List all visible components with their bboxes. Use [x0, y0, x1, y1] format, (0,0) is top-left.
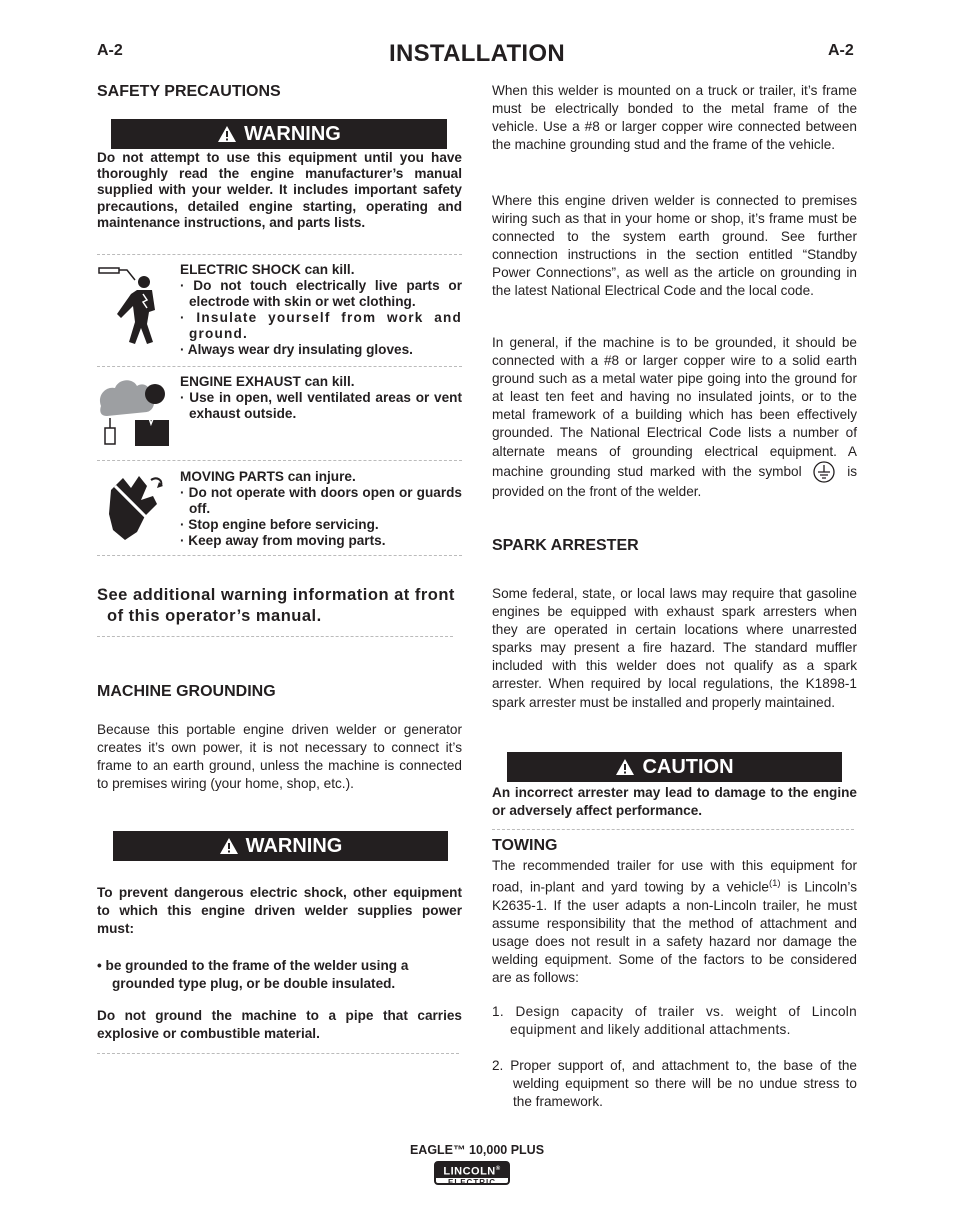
- hazard-item: · Insulate yourself from work and ground.: [180, 310, 462, 341]
- divider: [97, 460, 462, 461]
- hazard-item: · Do not operate with doors open or guards off.: [180, 485, 462, 516]
- grounding-general-text: In general, if the machine is to be grounded, it should be connected with a #8 or larger copper wire to a solid earth ground such as a metal water pipe going into the ground for at least ten feet and having no insulated joints, or to the metal framework of a building which has been effectively grounded. The National Electrical Code lists a number of alternate means of grounding electrical equipment. A machine grounding stud marked with the symbol: [492, 335, 857, 479]
- grounding-warning-bullet: • be grounded to the frame of the welder using a grounded type plug, or be double insulated.: [97, 958, 409, 992]
- caution-label: CAUTION: [642, 755, 734, 778]
- warning-triangle-icon: [219, 837, 239, 855]
- grounding-paragraph: Because this portable engine driven welder or generator creates it’s own power, it is not necessary to connect it’s frame to an earth ground, unless the machine is connected to premises wiring (your home, shop, etc.).: [97, 722, 462, 792]
- page-number-right: A-2: [828, 42, 854, 59]
- electric-shock-icon: [97, 262, 163, 346]
- warning-banner: [113, 831, 448, 861]
- grounding-truck-paragraph: When this welder is mounted on a truck or trailer, it’s frame must be electrically bonded to the metal frame of the vehicle. Use a #8 or larger copper wire connected between the machine grounding stud and the frame of the vehicle.: [492, 83, 857, 153]
- hazard-item: · Use in open, well ventilated areas or vent exhaust outside.: [180, 390, 462, 421]
- page-title: INSTALLATION: [388, 40, 566, 67]
- divider: [97, 1053, 459, 1054]
- warning-triangle-icon: [615, 758, 635, 776]
- grounding-heading: MACHINE GROUNDING: [97, 683, 276, 700]
- grounding-warning-final: Do not ground the machine to a pipe that carries explosive or combustible material.: [97, 1008, 462, 1042]
- hazard-item: · Always wear dry insulating gloves.: [180, 342, 413, 357]
- footnote-marker: (1): [768, 878, 781, 890]
- grounding-general-text-end: is provided on the front of the welder.: [492, 463, 858, 499]
- hazard-item: · Do not touch electrically live parts or electrode with skin or wet clothing.: [180, 278, 462, 309]
- grounding-warning-intro: To prevent dangerous electric shock, other equipment to which this engine driven welder supplies power must:: [97, 885, 462, 937]
- grounding-premises-paragraph: Where this engine driven welder is connected to premises wiring such as that in your home or shop, it’s frame must be connected to the system earth ground. See further connection instructions in the section entitled “Standby Power Connections”, as well as the article on grounding in the latest National Electrical Code and the local code.: [492, 193, 857, 299]
- see-additional-warning: See additional warning information at front of this operator’s manual.: [97, 586, 455, 625]
- logo-top-text: LINCOLN®: [436, 1163, 508, 1178]
- divider: [97, 636, 453, 637]
- hazard-title: MOVING PARTS can injure.: [180, 469, 356, 484]
- towing-text-end: is Lincoln’s K2635-1. If the user adapts a non-Lincoln trailer, he must assume responsibility that the method of attachment and usage does not result in a safety hazard nor damage the welding equipment. Some of the factors to be considered are as follows:: [492, 879, 857, 986]
- warning-banner: [111, 119, 447, 149]
- towing-heading: TOWING: [492, 837, 558, 854]
- safety-heading: SAFETY PRECAUTIONS: [97, 83, 281, 100]
- grounding-general-paragraph: [492, 334, 857, 501]
- lincoln-electric-logo: [434, 1161, 510, 1185]
- safety-intro: Do not attempt to use this equipment until you have thoroughly read the engine manufacturer’s manual supplied with your welder. It includes important safety precautions, detailed engine starting, operating and maintenance instructions, and parts lists.: [97, 150, 462, 230]
- caution-text: An incorrect arrester may lead to damage to the engine or adversely affect performance.: [492, 785, 857, 819]
- hazard-electric-shock: [180, 262, 462, 358]
- warning-label: WARNING: [245, 834, 343, 857]
- towing-factor-2: 2. Proper support of, and attachment to, the base of the welding equipment so there will be no undue stress to the framework.: [492, 1058, 857, 1110]
- spark-arrester-paragraph: Some federal, state, or local laws may require that gasoline engines be equipped with exhaust spark arresters when they are operated in certain locations where unarrested sparks may present a fire hazard. The standard muffler included with this welder does not qualify as a spark arrester. When required by local regulations, the K1898-1 spark arrester must be installed and properly maintained.: [492, 586, 857, 710]
- warning-label: WARNING: [244, 122, 341, 145]
- page-number-left: A-2: [97, 42, 123, 59]
- towing-factor-1: 1. Design capacity of trailer vs. weight of Lincoln equipment and likely additional attachments.: [492, 1004, 857, 1038]
- divider: [97, 254, 462, 255]
- hazard-engine-exhaust: [180, 374, 462, 422]
- ground-symbol-icon: [812, 461, 836, 483]
- towing-paragraph: [492, 857, 857, 987]
- moving-parts-icon: [101, 470, 171, 542]
- logo-bottom-text: ELECTRIC: [448, 1177, 496, 1187]
- warning-triangle-icon: [217, 125, 237, 143]
- hazard-moving-parts: [180, 469, 462, 549]
- divider: [97, 555, 462, 556]
- divider: [97, 366, 462, 367]
- engine-exhaust-icon: [97, 376, 173, 450]
- towing-text: The recommended trailer for use with this equipment for road, in-plant and yard towing by a vehicle: [492, 858, 857, 895]
- hazard-title: ELECTRIC SHOCK can kill.: [180, 262, 355, 277]
- divider: [492, 829, 854, 830]
- hazard-item: · Keep away from moving parts.: [180, 533, 386, 548]
- spark-arrester-heading: SPARK ARRESTER: [492, 537, 639, 554]
- footer-model: EAGLE™ 10,000 PLUS: [409, 1143, 545, 1157]
- hazard-item: · Stop engine before servicing.: [180, 517, 379, 532]
- hazard-title: ENGINE EXHAUST can kill.: [180, 374, 355, 389]
- caution-banner: [507, 752, 842, 782]
